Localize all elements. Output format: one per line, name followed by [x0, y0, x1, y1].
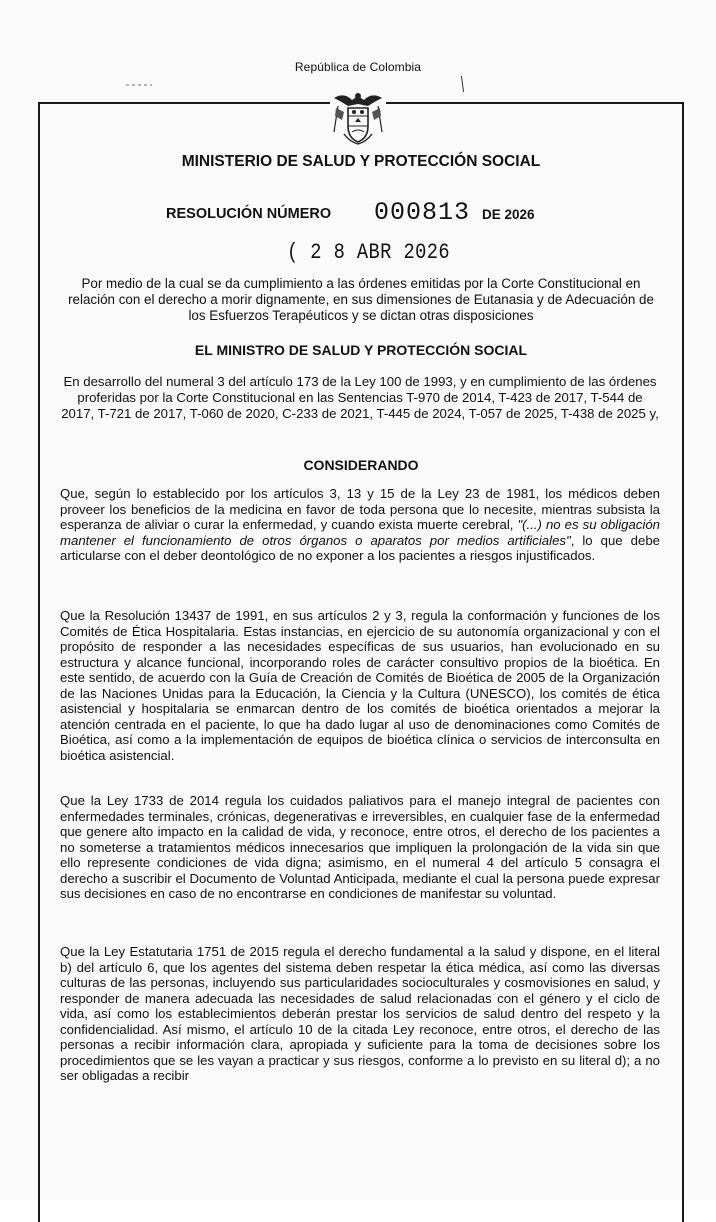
paragraph-1-start: Que, según lo establecido por los artículos 3, 13 y 15 de la Ley 23 de 1981, los médicos deben proveer los beneficios de la medicina en favor de toda persona que lo necesite, mientras subsista la esperanza de aliviar o curar la enfermedad, y cuando exista muerte cerebral,	[60, 486, 660, 532]
paragraph-1-end: , lo que debe articularse con el deber deontológico de no exponer a los pacientes a riesgos injustificados.	[60, 532, 660, 563]
ministry-title: MINISTERIO DE SALUD Y PROTECCIÓN SOCIAL	[181, 153, 541, 170]
resolution-subject: Por medio de la cual se da cumplimiento a las órdenes emitidas por la Corte Constitucional en relación con el derecho a morir dignamente, en sus dimensiones de Eutanasia y de Adecuación de los Esfuerzos Terapéuticos y se dictan otras disposiciones	[68, 276, 654, 323]
paragraph-4: Que la Ley Estatutaria 1751 de 2015 regula el derecho fundamental a la salud y dispone, en el literal b) del artículo 6, que los agentes del sistema deben respetar la ética médica, así como las diversas culturas de las personas, incluyendo sus particularidades socioculturales y cosmovisiones en salud, y responder de manera adecuada las necesidades de salud relacionadas con el género y el ciclo de vida, así como los establecimientos deberán prestar los servicios de salud dentro del respeto y la confidencialidad. Así mismo, el artículo 10 de la citada Ley reconoce, entre otros, el derecho de las personas a recibir información clara, apropiada y suficiente para la toma de decisiones sobre los procedimientos que se les vayan a practicar y sus riesgos, conforme a lo previsto en su literal d); a no ser obligadas a recibir	[60, 944, 660, 1083]
coat-of-arms-icon	[330, 88, 386, 146]
minister-heading: EL MINISTRO DE SALUD Y PROTECCIÓN SOCIAL	[194, 342, 528, 358]
resolution-line	[38, 200, 684, 234]
preamble: En desarrollo del numeral 3 del artículo 173 de la Ley 100 de 1993, y en cumplimiento de las órdenes proferidas por la Corte Constitucional en las Sentencias T-970 de 2014, T-423 de 2017, T-544 de 2017, T-721 de 2017, T-060 de 2020, C-233 de 2021, T-445 de 2024, T-057 de 2025, T-438 de 2025 y,	[61, 374, 659, 421]
considerando-heading: CONSIDERANDO	[303, 457, 419, 473]
resolution-year: DE 2026	[482, 207, 535, 222]
date-stamp: ( 2 8 ABR 2026	[287, 240, 451, 265]
resolution-number: 000813	[374, 198, 471, 227]
paragraph-1	[60, 486, 660, 564]
resolution-label: RESOLUCIÓN NÚMERO	[166, 206, 332, 222]
paragraph-1-quote: "(...) no es su obligación mantener el funcionamiento de otros órganos o aparatos por medios artificiales"	[60, 517, 660, 548]
country-header: República de Colombia	[294, 60, 422, 74]
paragraph-2: Que la Resolución 13437 de 1991, en sus artículos 2 y 3, regula la conformación y funciones de los Comités de Ética Hospitalaria. Estas instancias, en ejercicio de su autonomía organizacional y con el propósito de responder a las necesidades específicas de sus usuarios, han evolucionado en su estructura y alcance funcional, incorporando roles de carácter consultivo propios de la bioética. En este sentido, de acuerdo con la Guía de Creación de Comités de Bioética de 2005 de la Organización de las Naciones Unidas para la Educación, la Ciencia y la Cultura (UNESCO), los comités de ética asistencial y hospitalaria se enmarcan dentro de los comités de bioética orientados a mejorar la atención centrada en el paciente, lo que ha dado lugar al uso de denominaciones como Comités de Bioética, así como a la implementación de equipos de bioética clínica o servicios de interconsulta en bioética asistencial.	[60, 608, 660, 763]
stray-scan-mark	[126, 84, 152, 86]
stray-pen-mark	[461, 76, 464, 92]
paragraph-3: Que la Ley 1733 de 2014 regula los cuidados paliativos para el manejo integral de pacientes con enfermedades terminales, crónicas, degenerativas e irreversibles, en cualquier fase de la enfermedad que genere alto impacto en la calidad de vida, y reconoce, entre otros, el derecho de los pacientes a no someterse a tratamientos médicos innecesarios que impliquen la prolongación de la vida sin que ello represente condiciones de vida digna; asimismo, en el numeral 4 del artículo 5 consagra el derecho a suscribir el Documento de Voluntad Anticipada, mediante el cual la persona puede expresar sus decisiones en caso de no encontrarse en condiciones de manifestar su voluntad.	[60, 793, 660, 901]
